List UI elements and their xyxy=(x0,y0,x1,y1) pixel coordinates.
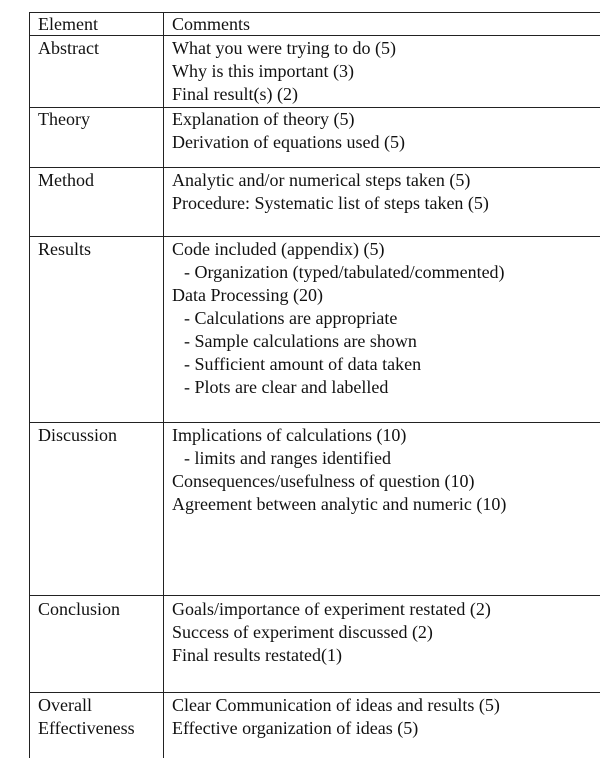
comment-subline: - Calculations are appropriate xyxy=(184,308,398,328)
element-abstract: Abstract xyxy=(38,38,99,58)
comment-line: Final result(s) (2) xyxy=(172,84,298,104)
comment-subline: - Plots are clear and labelled xyxy=(184,377,389,397)
row-divider xyxy=(29,422,600,423)
row-divider xyxy=(29,692,600,693)
element-overall: Overall xyxy=(38,695,92,715)
comment-subline: - limits and ranges identified xyxy=(184,448,391,468)
comment-subline: - Sufficient amount of data taken xyxy=(184,354,422,374)
element-conclusion: Conclusion xyxy=(38,599,121,619)
comment-line: Effective organization of ideas (5) xyxy=(172,718,419,738)
element-effectiveness: Effectiveness xyxy=(38,718,135,738)
element-results: Results xyxy=(38,239,92,259)
rubric-table xyxy=(29,12,600,758)
comment-line: Code included (appendix) (5) xyxy=(172,239,385,259)
row-divider xyxy=(29,167,600,168)
comment-subline: - Organization (typed/tabulated/commented) xyxy=(184,262,505,282)
element-theory: Theory xyxy=(38,109,90,129)
comment-line: Data Processing (20) xyxy=(172,285,323,305)
row-divider xyxy=(29,236,600,237)
comment-subline: - Sample calculations are shown xyxy=(184,331,417,351)
table-top-border xyxy=(29,12,600,13)
comment-line: Goals/importance of experiment restated (2) xyxy=(172,599,491,619)
header-element: Element xyxy=(38,14,98,34)
comment-line: Final results restated(1) xyxy=(172,645,342,665)
comment-line: Consequences/usefulness of question (10) xyxy=(172,471,475,491)
comment-line: Success of experiment discussed (2) xyxy=(172,622,433,642)
comment-line: Why is this important (3) xyxy=(172,61,354,81)
header-comments: Comments xyxy=(172,14,251,34)
comment-line: Analytic and/or numerical steps taken (5) xyxy=(172,170,471,190)
comment-line: What you were trying to do (5) xyxy=(172,38,396,58)
comment-line: Agreement between analytic and numeric (10) xyxy=(172,494,507,514)
row-divider xyxy=(29,35,600,36)
element-method: Method xyxy=(38,170,94,190)
comment-line: Explanation of theory (5) xyxy=(172,109,355,129)
table-left-border xyxy=(29,12,30,758)
row-divider xyxy=(29,595,600,596)
comment-line: Clear Communication of ideas and results (5) xyxy=(172,695,500,715)
comment-line: Implications of calculations (10) xyxy=(172,425,407,445)
column-divider xyxy=(163,12,164,758)
comment-line: Derivation of equations used (5) xyxy=(172,132,405,152)
element-discussion: Discussion xyxy=(38,425,118,445)
comment-line: Procedure: Systematic list of steps taken (5) xyxy=(172,193,489,213)
